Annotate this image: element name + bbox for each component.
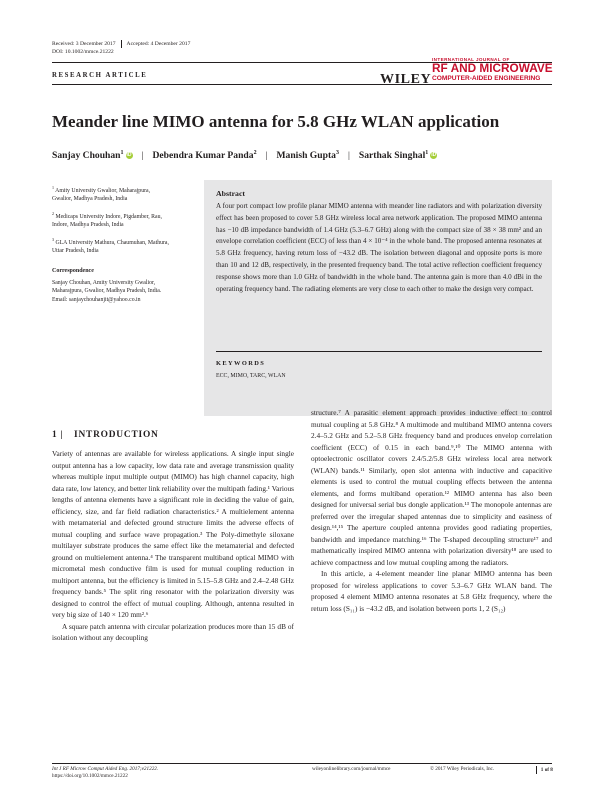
- correspondence-heading: Correspondence: [52, 268, 94, 274]
- author-affil-marker: 1: [425, 150, 429, 156]
- affiliation: [52, 210, 170, 230]
- paragraph: A square patch antenna with circular polarization produces more than 15 dB of isolation without any decoupling: [52, 621, 294, 642]
- journal-name-line3: COMPUTER-AIDED ENGINEERING: [432, 75, 541, 82]
- copyright-text: © 2017 Wiley Periodicals, Inc.: [430, 766, 495, 772]
- publisher-logo: WILEY: [380, 72, 432, 87]
- correspondence-email[interactable]: Email: sanjaychouhanjit@yahoo.co.in: [52, 296, 141, 303]
- article-title: Meander line MIMO antenna for 5.8 GHz WLAN application: [52, 112, 500, 131]
- abstract-divider: [216, 351, 542, 352]
- journal-reference: Int J RF Microw Comput Aided Eng. 2017;e21222.: [52, 766, 159, 772]
- abstract-box: [204, 180, 552, 416]
- page-divider: [536, 766, 537, 774]
- affiliation-marker: 2: [52, 211, 54, 216]
- author-divider: |: [265, 150, 268, 162]
- abstract-text: A four port compact low profile planar MIMO antenna with meander line radiators and with polarization diversity effect has been proposed to cover 5.8 GHz wireless local area network application. The proposed MIMO antenna has −10 dB impedance bandwidth of 1.4 GHz (5.3–6.7 GHz) along with the compact size of 38 × 38 mm² and an envelope correlation coefficient (ECC) of less than 4 × 10⁻⁴ in the whole band. The proposed antenna resonates at 5.8 GHz frequency, having return loss of −43.2 dB. The isolation between diagonal and opposite ports is more than 10 and 12 dB, respectively, in the presented frequency band. The total active reflection coefficient frequency response shows more than 1.0 GHz of bandwidth in the whole band. The antenna gain is more than 4.0 dBi in the operating frequency band. The radiating elements are very close to each other to make the design very compact.: [216, 202, 542, 293]
- author[interactable]: [152, 150, 256, 161]
- author-name: Sarthak Singhal: [358, 150, 426, 162]
- author-affil-marker: 2: [253, 150, 257, 156]
- correspondence-address: Sanjay Chouhan, Amity University Gwalior, Maharajpura, Gwalior, Madhya Pradesh, India.: [52, 280, 162, 295]
- doi-text[interactable]: DOI: 10.1002/mmce.21222: [52, 49, 114, 56]
- author[interactable]: [276, 150, 338, 161]
- footer-rule: [52, 763, 552, 764]
- affiliation-text: GLA University Mathura, Chaumuhan, Mathura, Uttar Pradesh, India: [52, 239, 169, 255]
- article-type-rule: [52, 84, 552, 85]
- affiliation-marker: 3: [52, 237, 54, 242]
- paragraph: Variety of antennas are available for wireless applications. A single input single output antenna has a low capacity, low data rate and average transmission quality whereas multiple input multiple output (MIMO) has high channel capacity, high data rate, low latency, and better link reliability over the multipath fading.¹ Various lengths of antenna elements have a significant role in deciding the value of gain, efficiency, size, and far field radiation characteristics.² A multielement antenna with metamaterial and defected ground structure limits the adverse effects of mutual coupling and surface wave propagation.³ The Poly-dimethyle siloxane multilayer substrate produces the same effect like the metamaterial and defected ground on multielement antenna.⁴ The transparent multiband optical MIMO with micrometal mesh conductive film is used for mutual coupling reduction in multiport antenna, but the efficiency is limited in 5.15–5.8 GHz and 2.4–2.48 GHz frequency bands.⁵ The split ring resonator with the polarization diversity was designed to control the effect of mutual coupling. Although, antenna resulted in very big size of 140 × 120 mm².⁶: [52, 449, 294, 619]
- journal-name-line2: RF AND MICROWAVE: [432, 61, 553, 75]
- affiliation-text: Medicaps University Indore, Pigdamber, Rau, Indore, Madhya Pradesh, India: [52, 213, 162, 229]
- author[interactable]: [52, 150, 133, 161]
- author-name: Sanjay Chouhan: [52, 150, 121, 162]
- author[interactable]: [359, 150, 437, 161]
- keywords-list: ECC, MIMO, TARC, WLAN: [216, 373, 286, 379]
- body-column-left: [52, 448, 294, 644]
- section-heading: [52, 430, 159, 440]
- author-divider: |: [347, 150, 350, 162]
- received-date: Received: 3 December 2017: [52, 41, 116, 48]
- keywords-heading: KEYWORDS: [216, 360, 266, 367]
- affiliation-text: Amity University Gwalior, Maharajpura, Gwalior, Madhya Pradesh, India: [52, 187, 151, 203]
- page-number: [532, 766, 553, 775]
- affiliation: [52, 236, 170, 256]
- author-affil-marker: 1: [120, 150, 124, 156]
- author-affil-marker: 3: [335, 150, 339, 156]
- body-column-right: [311, 407, 552, 614]
- orcid-icon[interactable]: iD: [431, 152, 437, 159]
- journal-site-link[interactable]: wileyonlinelibrary.com/journal/mmce: [312, 766, 391, 772]
- article-type: RESEARCH ARTICLE: [52, 72, 148, 79]
- section-number: 1 |: [52, 430, 64, 440]
- author-name: Manish Gupta: [276, 150, 336, 162]
- paragraph: structure.⁷ A parasitic element approach provides inductive effect to control mutual coupling at 5.8 GHz.⁸ A multimode and multiband MIMO antenna covers 2.4–5.2 GHz and 5.2–5.8 GHz frequency band and produces envelop correlation coefficient (ECC) of 0.15 in each band.⁹,¹⁰ The MIMO antenna with optoelectronic oscillator covers 2.4/5.2/5.8 GHz wireless local area network (WLAN) bands.¹¹ Similarly, open slot antenna with inductive and capacitive elements is used to control the mutual coupling effects between the antenna elements, and forms multiband operation.¹² MIMO antenna has also been designed for universal serial bus dongle application.¹³ The monopole antennas are preferred over the irregular shaped antennas due to simplicity and easiness of design.¹⁴,¹⁵ The aperture coupled antenna provides good radiating properties, bandwidth and impedance matching.¹⁶ The T-shaped decoupling structure¹⁷ and mathematically inspired MIMO antenna with polarization diversity¹⁸ are used to achieve compactness and low mutual coupling among the radiators.: [311, 408, 552, 567]
- journal-logo: [380, 56, 552, 98]
- abstract-heading: Abstract: [216, 189, 246, 198]
- article-meta: [52, 40, 190, 56]
- copyright: [430, 766, 494, 773]
- author-list: [52, 150, 437, 161]
- affiliation: [52, 184, 170, 204]
- author-name: Debendra Kumar Panda: [152, 150, 254, 162]
- footer-citation: [52, 766, 158, 781]
- accepted-date: Accepted: 4 December 2017: [126, 41, 191, 48]
- meta-divider: [121, 40, 122, 48]
- orcid-icon[interactable]: iD: [126, 152, 132, 159]
- paragraph: In this article, a 4-element meander line planar MIMO antenna has been proposed for wireless applications to cover 5.3–6.7 GHz WLAN band. The proposed 4 element MIMO antenna resonates at 5.8 GHz frequency, where the return loss (S₁₁) is −43.2 dB, and isolation between ports 1, 2 (S₁₂): [311, 569, 552, 613]
- page-count: 1 of 8: [540, 767, 553, 774]
- author-divider: |: [141, 150, 144, 162]
- doi-link[interactable]: https://doi.org/10.1002/mmce.21222: [52, 773, 128, 780]
- section-title: INTRODUCTION: [74, 430, 159, 440]
- affiliation-marker: 1: [52, 185, 54, 190]
- journal-name-line1: INTERNATIONAL JOURNAL OF: [432, 57, 510, 62]
- correspondence-text: [52, 279, 170, 304]
